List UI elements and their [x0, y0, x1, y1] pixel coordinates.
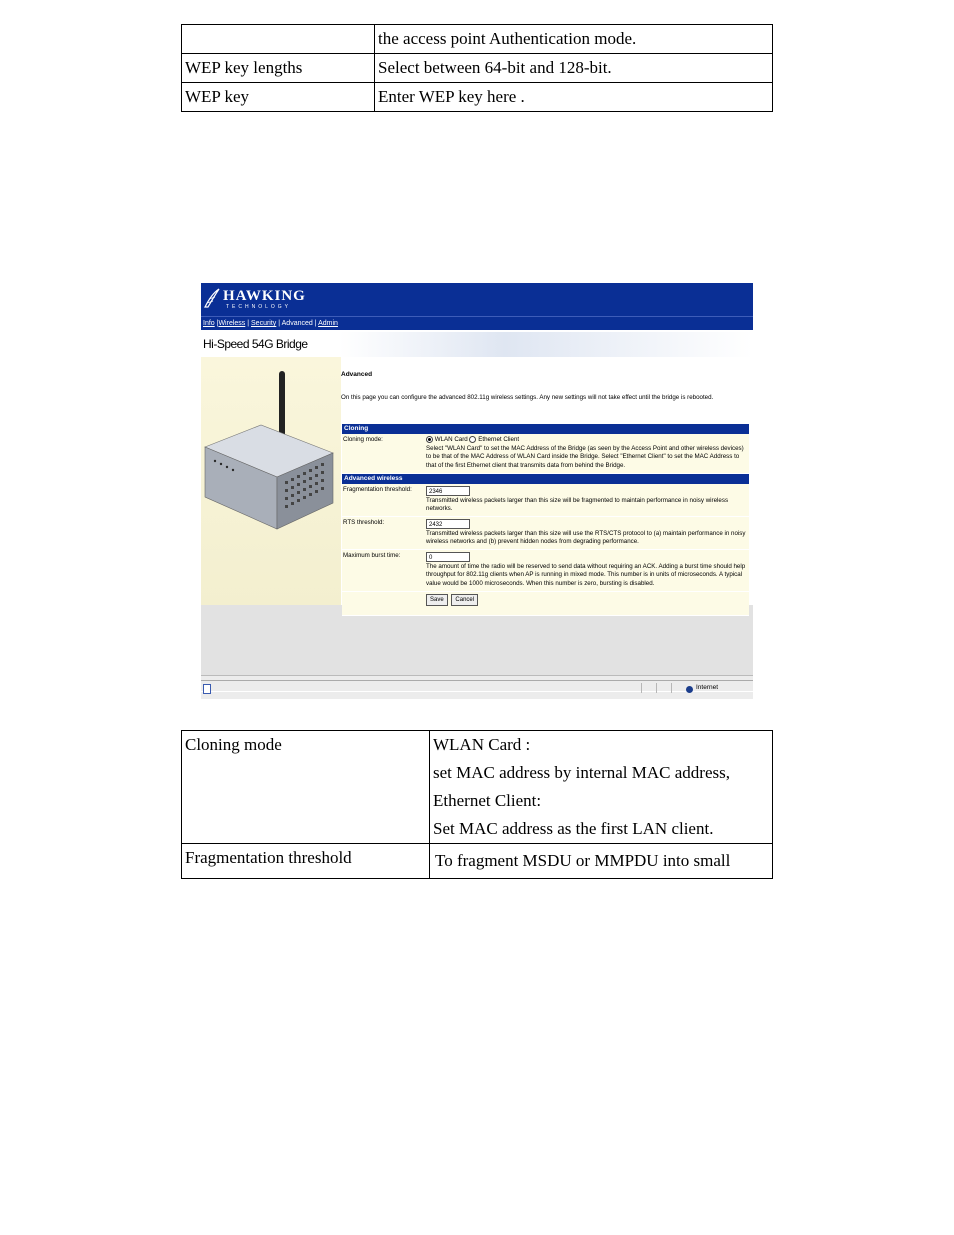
buttons-row [342, 592, 749, 616]
router-image-icon [201, 357, 341, 605]
status-separator [641, 683, 642, 693]
rts-help-text: Transmitted wireless packets larger than this size will use the RTS/CTS protocol to (a) maintain performance in noisy wireless networks and (b) prevent hidden nodes from degrading performance. [426, 529, 746, 546]
table-cell-desc: the access point Authentication mode. [375, 25, 773, 54]
page-title: Advanced [341, 371, 373, 378]
feather-logo-icon [203, 287, 221, 309]
settings-panel [342, 424, 749, 616]
fragmentation-value [424, 484, 749, 516]
desc-line: Ethernet Client: [433, 791, 542, 810]
fragmentation-help-text: Transmitted wireless packets larger than this size will be fragmented to maintain performance in noisy wireless networks. [426, 496, 729, 513]
table-row [182, 844, 773, 879]
table-cell-label: Fragmentation threshold [182, 844, 430, 879]
buttons-row-value [424, 592, 749, 608]
table-row [182, 731, 773, 844]
header-bar [201, 283, 753, 316]
section-header-advanced-wireless: Advanced wireless [342, 474, 749, 484]
table-row [182, 54, 773, 83]
rts-input[interactable]: 2432 [426, 519, 470, 529]
table-row [182, 25, 773, 54]
cloning-mode-value [424, 434, 749, 473]
cloning-settings-table [181, 730, 773, 879]
nav-security[interactable]: Security [251, 320, 277, 327]
rts-value [424, 517, 749, 549]
buttons-row-spacer [342, 592, 424, 608]
rts-row [342, 517, 749, 550]
cloning-mode-label: Cloning mode: [343, 436, 383, 443]
radio-ethernet-client[interactable] [469, 436, 476, 443]
table-row [182, 83, 773, 112]
nav-wireless[interactable]: Wireless [218, 320, 246, 327]
fragmentation-label: Fragmentation threshold: [343, 485, 412, 493]
table-cell-desc [430, 731, 773, 844]
router-admin-screenshot [201, 283, 753, 699]
radio-wlan-card[interactable] [426, 436, 433, 443]
table-cell-label: WEP key lengths [182, 54, 375, 83]
table-cell-desc: Enter WEP key here . [375, 83, 773, 112]
fragmentation-input[interactable]: 2346 [426, 486, 470, 496]
desc-line: set MAC address by internal MAC address, [433, 763, 730, 782]
table-cell-desc: Select between 64-bit and 128-bit. [375, 54, 773, 83]
burst-input[interactable]: 0 [426, 552, 470, 562]
brand-logo: HAWKING [223, 288, 306, 304]
table-cell-desc: To fragment MSDU or MMPDU into small [430, 844, 773, 879]
burst-help-text: The amount of time the radio will be reserved to send data without requiring an ACK. Adding a burst time should help throughput for 802.11g clients when AP is running in mixed mode. This number is in units of microseconds. A typical value would be 1000 microseconds. When this number is zero, bursting is disabled. [426, 562, 746, 588]
page-icon [203, 684, 211, 694]
save-button[interactable]: Save [426, 594, 448, 606]
wep-settings-table [181, 24, 773, 112]
fragmentation-row [342, 484, 749, 517]
radio-ethernet-client-label: Ethernet Client [478, 436, 520, 444]
cancel-button[interactable]: Cancel [451, 594, 478, 606]
page-description: On this page you can configure the advanced 802.11g wireless settings. Any new settings will not take effect until the bridge is rebooted. [341, 394, 714, 401]
globe-icon [686, 686, 693, 693]
status-zone: Internet [696, 684, 719, 691]
radio-wlan-card-label: WLAN Card [434, 436, 468, 444]
status-separator [656, 683, 657, 693]
nav-advanced[interactable]: Advanced [281, 320, 313, 327]
nav-admin[interactable]: Admin [318, 320, 338, 327]
rts-label: RTS threshold: [343, 518, 385, 526]
burst-label: Maximum burst time: [343, 551, 401, 559]
burst-row [342, 550, 749, 592]
desc-line: Set MAC address as the first LAN client. [433, 819, 714, 838]
cloning-row [342, 434, 749, 474]
status-separator [671, 683, 672, 693]
table-cell-label: WEP key [182, 83, 375, 112]
table-cell-label [182, 25, 375, 54]
cloning-help-text: Select "WLAN Card" to set the MAC Address of the Bridge (as seen by the Access Point and other wireless devices) to be that of the MAC Address of WLAN Card inside the Bridge. Select "Ethernet Client" to set the MAC Address to that of the first Ethernet client that transmits data from behind the Bridge. [426, 444, 744, 469]
browser-status-bar [201, 675, 753, 699]
product-name: Hi-Speed 54G Bridge [203, 337, 308, 351]
brand-subtitle: TECHNOLOGY [226, 304, 292, 310]
nav-info[interactable]: Info [203, 320, 215, 327]
table-cell-label: Cloning mode [182, 731, 430, 844]
section-header-cloning: Cloning [342, 424, 749, 434]
burst-value [424, 550, 749, 591]
status-bar-inner [201, 680, 753, 692]
top-nav: Info |Wireless | Security | Advanced | Admin [201, 316, 753, 330]
desc-line: WLAN Card : [433, 735, 531, 754]
